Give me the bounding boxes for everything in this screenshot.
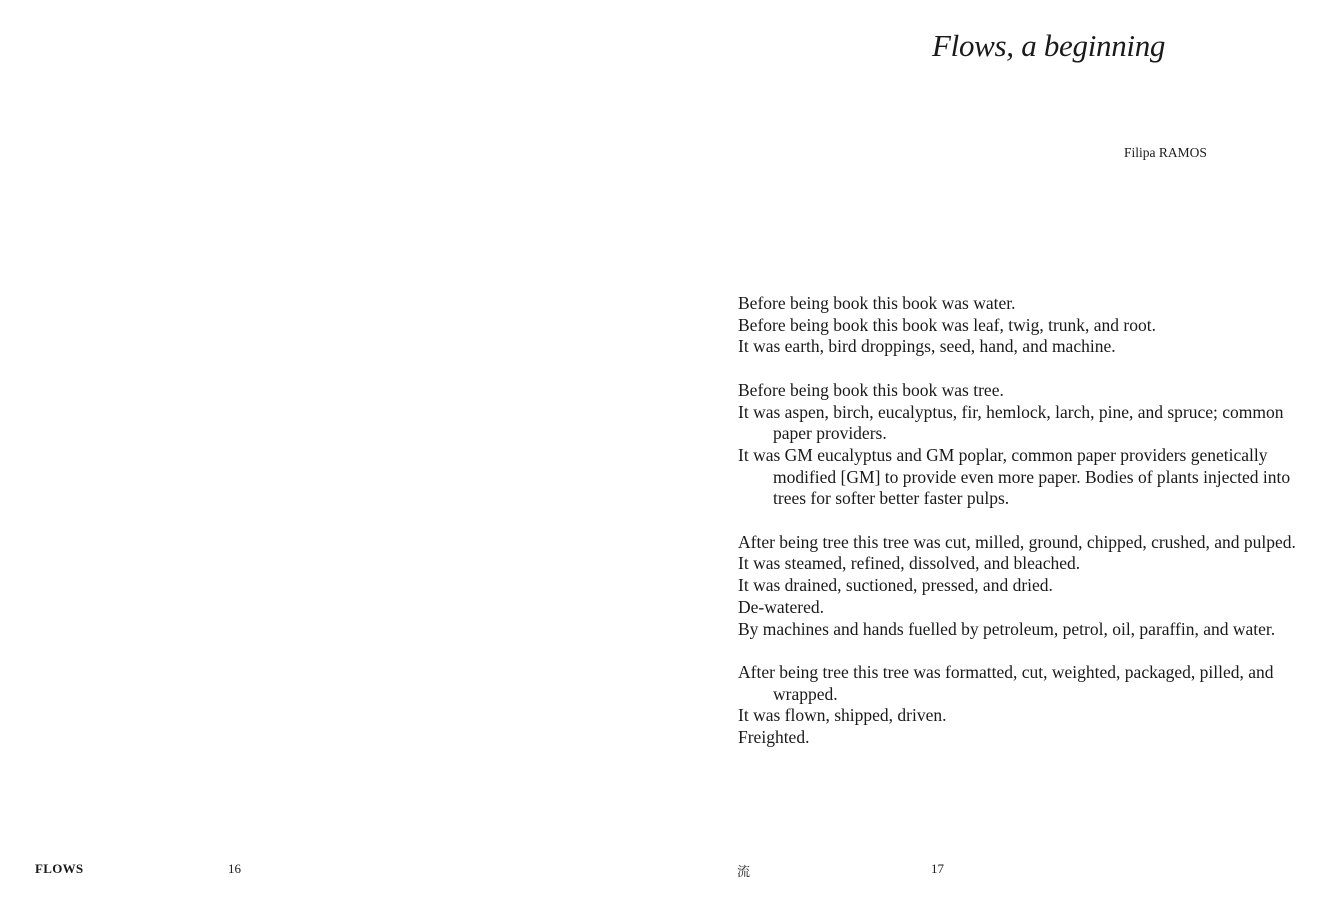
stanza-1	[738, 293, 1298, 358]
poem-line: Before being book this book was water.	[738, 293, 1016, 313]
poem-line: It was aspen, birch, eucalyptus, fir, hemlock, larch, pine, and spruce; common paper providers.	[738, 401, 1284, 444]
poem-line: After being tree this tree was formatted, cut, weighted, packaged, pilled, and wrapped.	[738, 661, 1274, 704]
running-head-left: FLOWS	[35, 861, 84, 876]
poem-line: It was steamed, refined, dissolved, and bleached.	[738, 553, 1081, 574]
page-number-right: 17	[931, 861, 944, 876]
running-head-right: 流	[737, 864, 751, 879]
poem-line: It was drained, suctioned, pressed, and dried.	[738, 575, 1053, 596]
poem-line: By machines and hands fuelled by petroleum, petrol, oil, paraffin, and water.	[738, 618, 1276, 639]
stanza-4	[738, 662, 1298, 749]
poem-line: De-watered.	[738, 596, 824, 617]
page-number-left: 16	[228, 861, 241, 876]
stanza-2	[738, 380, 1298, 510]
poem-line: Freighted.	[738, 727, 810, 748]
poem-line: It was earth, bird droppings, seed, hand, and machine.	[738, 336, 1116, 357]
poem-line: After being tree this tree was cut, milled, ground, chipped, crushed, and pulped.	[738, 531, 1296, 552]
stanza-3	[738, 532, 1298, 641]
poem-body	[738, 293, 1298, 749]
poem-line: It was flown, shipped, driven.	[738, 705, 947, 726]
poem-line: Before being book this book was tree.	[738, 379, 1004, 400]
essay-title: Flows, a beginning	[932, 28, 1166, 63]
poem-line: Before being book this book was leaf, twig, trunk, and root.	[738, 314, 1156, 335]
author-name: Filipa RAMOS	[1124, 145, 1207, 160]
poem-line: It was GM eucalyptus and GM poplar, common paper providers genetically modified [GM] to provide even more paper. Bodies of plants injected into trees for softer better faster pulps.	[738, 444, 1291, 509]
